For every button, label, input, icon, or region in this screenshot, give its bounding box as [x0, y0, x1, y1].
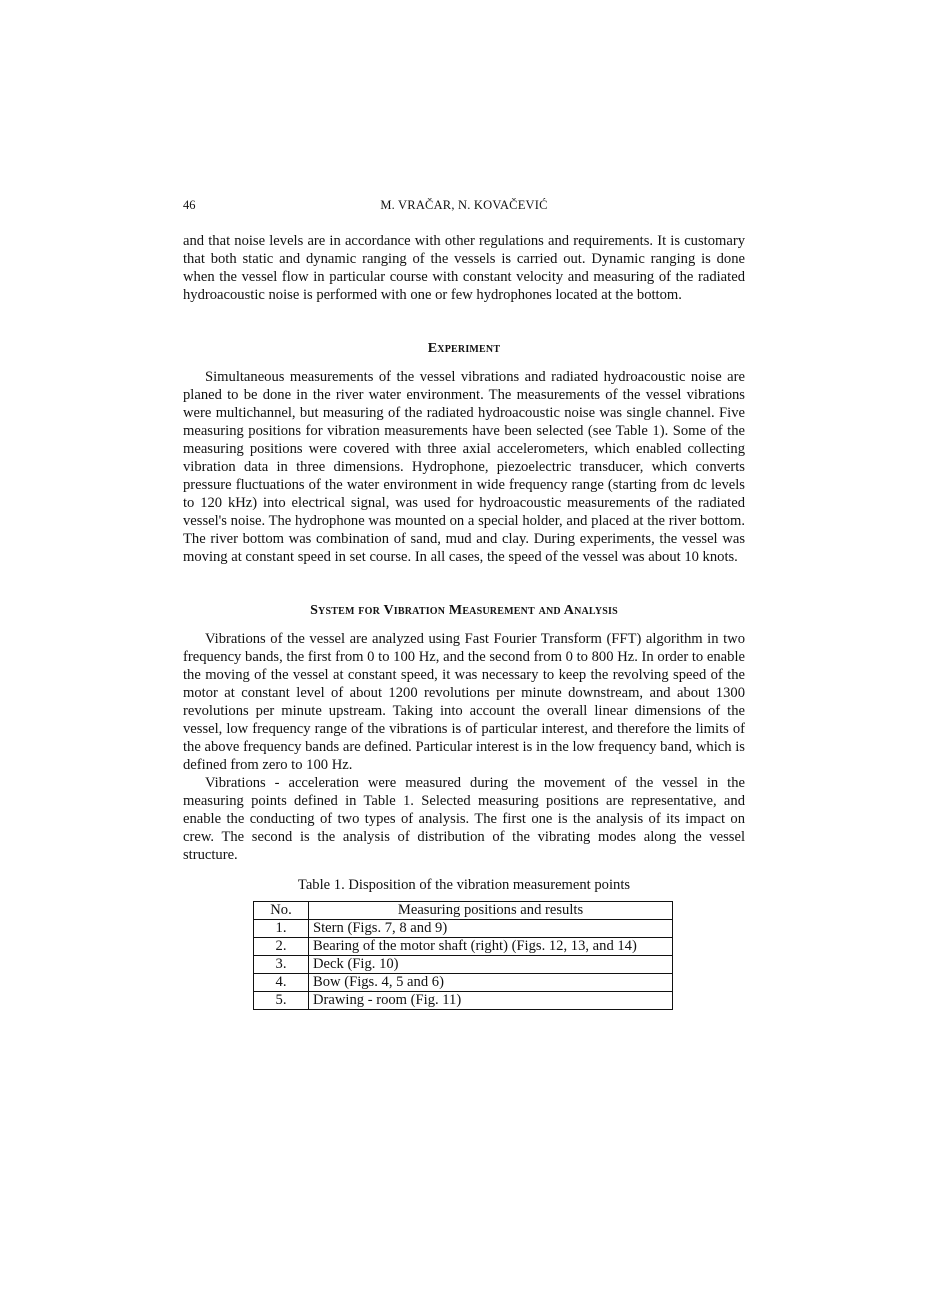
system-paragraph-2: Vibrations - acceleration were measured during the movement of the vessel in the measuring points defined in Table 1. Selected measuring positions are representative, and enable the conducting of two types of analysis. The first one is the analysis of its impact on crew. The second is the analysis of distribution of the vibrating modes along the vessel structure. — [183, 775, 745, 863]
row-number: 5. — [254, 992, 309, 1010]
header-positions: Measuring positions and results — [309, 902, 673, 920]
table-header-row — [254, 902, 673, 920]
table-row — [254, 938, 673, 956]
row-number: 2. — [254, 938, 309, 956]
table-row — [254, 974, 673, 992]
row-number: 4. — [254, 974, 309, 992]
row-position: Bearing of the motor shaft (right) (Figs. 12, 13, and 14) — [309, 938, 673, 956]
row-position: Drawing - room (Fig. 11) — [309, 992, 673, 1010]
measurement-points-table — [253, 901, 673, 1010]
header-no: No. — [254, 902, 309, 920]
row-position: Deck (Fig. 10) — [309, 956, 673, 974]
table-row — [254, 920, 673, 938]
table-caption: Table 1. Disposition of the vibration measurement points — [297, 877, 631, 893]
section-heading-experiment: Experiment — [427, 341, 501, 356]
running-head: M. VRAČAR, N. KOVAČEVIĆ — [380, 198, 548, 212]
table-row — [254, 992, 673, 1010]
article-body — [183, 232, 745, 1010]
row-position: Stern (Figs. 7, 8 and 9) — [309, 920, 673, 938]
row-number: 1. — [254, 920, 309, 938]
intro-paragraph: and that noise levels are in accordance with other regulations and requirements. It is customary that both static and dynamic ranging of the vessels is carried out. Dynamic ranging is done when the vessel flow in particular course with constant velocity and measuring of the radiated hydroacoustic noise is performed with one or few hydrophones located at the bottom. — [183, 233, 745, 303]
section-heading-system: System for Vibration Measurement and Analysis — [310, 603, 618, 618]
page-header — [183, 198, 745, 216]
page-number: 46 — [183, 198, 196, 212]
row-number: 3. — [254, 956, 309, 974]
experiment-paragraph: Simultaneous measurements of the vessel vibrations and radiated hydroacoustic noise are planed to be done in the river water environment. The measurements of the vessel vibrations were multichannel, but measuring of the radiated hydroacoustic noise was single channel. Five measuring positions for vibration measurements have been selected (see Table 1). Some of the measuring positions were covered with three axial accelerometers, which enabled collecting vibration data in three dimensions. Hydrophone, piezoelectric transducer, which converts pressure fluctuations of the water environment in wide frequency range (starting from dc levels to 120 kHz) into electrical signal, was used for hydroacoustic measurements of the radiated vessel's noise. The hydrophone was mounted on a special holder, and placed at the river bottom. The river bottom was combination of sand, mud and clay. During experiments, the vessel was moving at constant speed in set course. In all cases, the speed of the vessel was about 10 knots. — [183, 369, 745, 565]
row-position: Bow (Figs. 4, 5 and 6) — [309, 974, 673, 992]
table-row — [254, 956, 673, 974]
system-paragraph-1: Vibrations of the vessel are analyzed using Fast Fourier Transform (FFT) algorithm in two frequency bands, the first from 0 to 100 Hz, and the second from 0 to 800 Hz. In order to enable the moving of the vessel at constant speed, it was necessary to keep the revolving speed of the motor at constant level of about 1200 revolutions per minute downstream, and about 1300 revolutions per minute upstream. Taking into account the overall linear dimensions of the vessel, low frequency range of the vibrations is of particular interest, and therefore the limits of the above frequency bands are defined. Particular interest is in the low frequency band, which is defined from zero to 100 Hz. — [183, 631, 745, 773]
